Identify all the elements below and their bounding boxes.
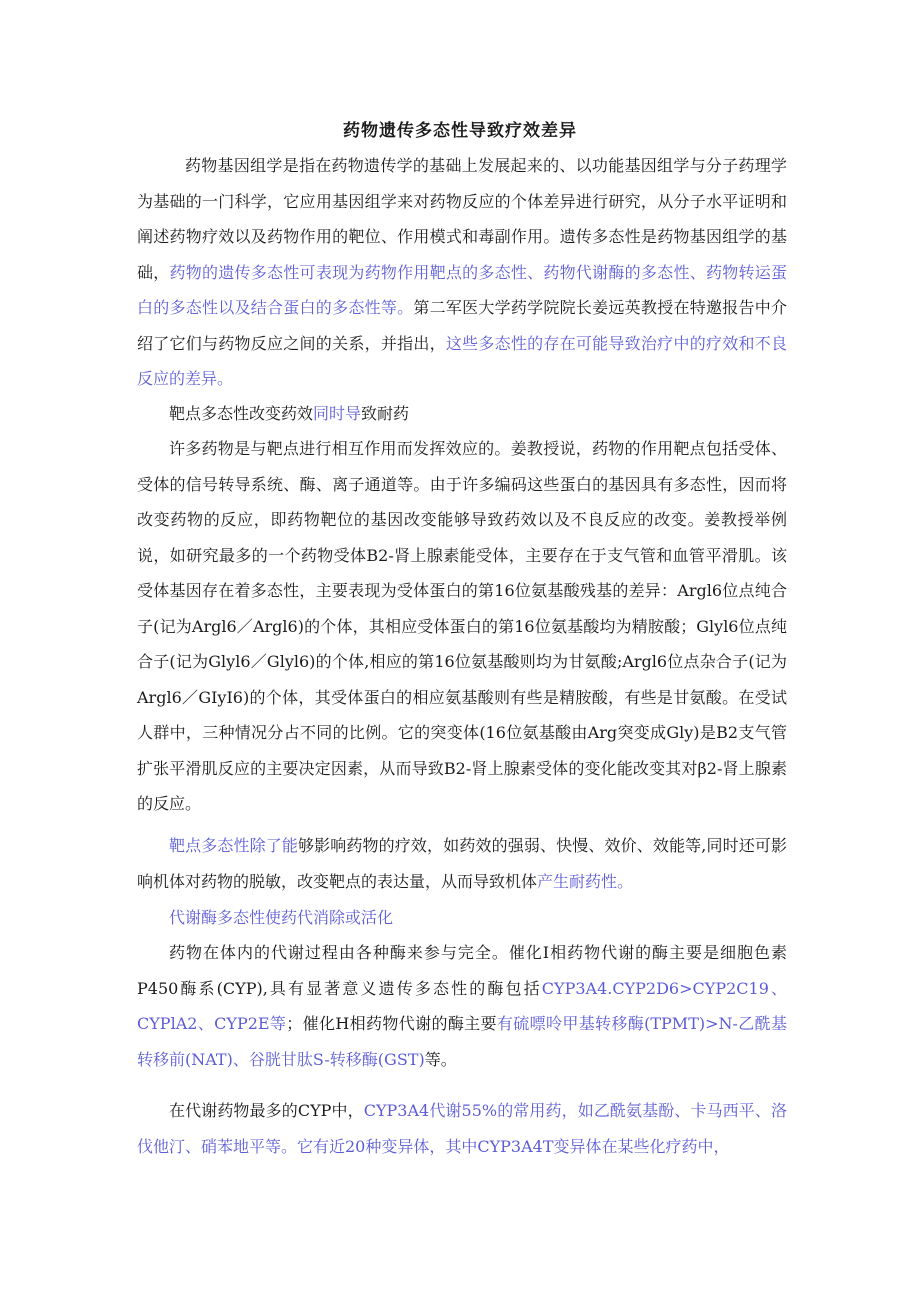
paragraph-metabolism-enzymes <box>137 935 787 1077</box>
enzymes-text-2: ；催化H相药物代谢的酶主要 <box>286 1014 497 1033</box>
section-heading-metabolism: 代谢酶多态性使药代消除或活化 <box>169 908 394 927</box>
section-heading-target <box>169 402 409 426</box>
heading-target-highlight: 同时导 <box>313 404 362 423</box>
intro-text-1: 药物基因组学是指在药物遗传学的基础上发展起来的、以功能基因组学与分子药理学为基础的一门科学，它应用基因组学来对药物反应的个体差异进行研究，从分子水平证明和阐述药物疗效以及药物作用的靶位、作用模式和毒副作用。遗传多态性是药物基因组学的基础， <box>137 156 787 282</box>
enzymes-highlight-2: 有硫嘌呤甲基转移酶(TPMT)>N-乙酰基转移前(NAT)、谷胱甘肽S-转移酶(GST) <box>137 1014 787 1069</box>
enzymes-text-3: 等。 <box>424 1049 457 1069</box>
cyp-text-1: 在代谢药物最多的CYP中， <box>169 1101 364 1120</box>
intro-text-2: 第二军医大学药学院院长姜远英教授在特邀报告中介绍了它们与药物反应之间的关系，并指出， <box>137 298 787 353</box>
paragraph-intro <box>137 148 787 397</box>
enzymes-highlight-1: CYP3A4.CYP2D6>CYP2C19、CYPlA2、CYP2E等 <box>137 978 787 1033</box>
effects-highlight-1: 靶点多态性除了能 <box>169 836 299 855</box>
intro-highlight-1: 药物的遗传多态性可表现为药物作用靶点的多态性、药物代谢酶的多态性、药物转运蛋白的多态性以及结合蛋白的多态性等。 <box>137 262 787 317</box>
heading-target-text-1: 靶点多态性改变药效 <box>169 404 314 423</box>
intro-highlight-2: 这些多态性的存在可能导致治疗中的疗效和不良反应的差异。 <box>137 333 787 388</box>
effects-highlight-2: 产生耐药性。 <box>537 871 634 891</box>
paragraph-cyp3a4 <box>137 1093 787 1164</box>
paragraph-target-receptor: 许多药物是与靶点进行相互作用而发挥效应的。姜教授说，药物的作用靶点包括受体、受体的信号转导系统、酶、离子通道等。由于许多编码这些蛋白的基因具有多态性，因而将改变药物的反应，即药物靶位的基因改变能够导致药效以及不良反应的改变。姜教授举例说，如研究最多的一个药物受体B2-肾上腺素能受体，主要存在于支气管和血管平滑肌。该受体基因存在着多态性，主要表现为受体蛋白的第16位氨基酸残基的差异：Argl6位点纯合子(记为Argl6／Argl6)的个体，其相应受体蛋白的第16位氨基酸均为精胺酸；Glyl6位点纯合子(记为Glyl6／Glyl6)的个体,相应的第16位氨基酸则均为甘氨酸;Argl6位点杂合子(记为Argl6／GIyI6)的个体，其受体蛋白的相应氨基酸则有些是精胺酸，有些是甘氨酸。在受试人群中，三种情况分占不同的比例。它的突变体(16位氨基酸由Arg突变成Gly)是B2支气管扩张平滑肌反应的主要决定因素，从而导致B2-肾上腺素受体的变化能改变其对β2-肾上腺素的反应。 <box>137 439 787 813</box>
enzymes-text-1: 药物在体内的代谢过程由各种酶来参与完全。催化I相药物代谢的酶主要是细胞色素P450酶系(CYP),具有显著意义遗传多态性的酶包括 <box>137 943 787 998</box>
cyp-highlight-1: CYP3A4代谢55%的常用药，如乙酰氨基酚、卡马西平、洛伐他汀、硝苯地平等。它有近20种变异体，其中CYP3A4T变异体在某些化疗药中， <box>137 1101 787 1156</box>
document-title: 药物遗传多态性导致疗效差异 <box>343 121 577 141</box>
heading-target-text-2: 致耐药 <box>361 404 410 423</box>
effects-text-1: 够影响药物的疗效，如药效的强弱、快慢、效价、效能等,同时还可影响机体对药物的脱敏，改变靶点的表达量，从而导致机体 <box>137 836 787 891</box>
paragraph-target-effects <box>137 828 787 899</box>
